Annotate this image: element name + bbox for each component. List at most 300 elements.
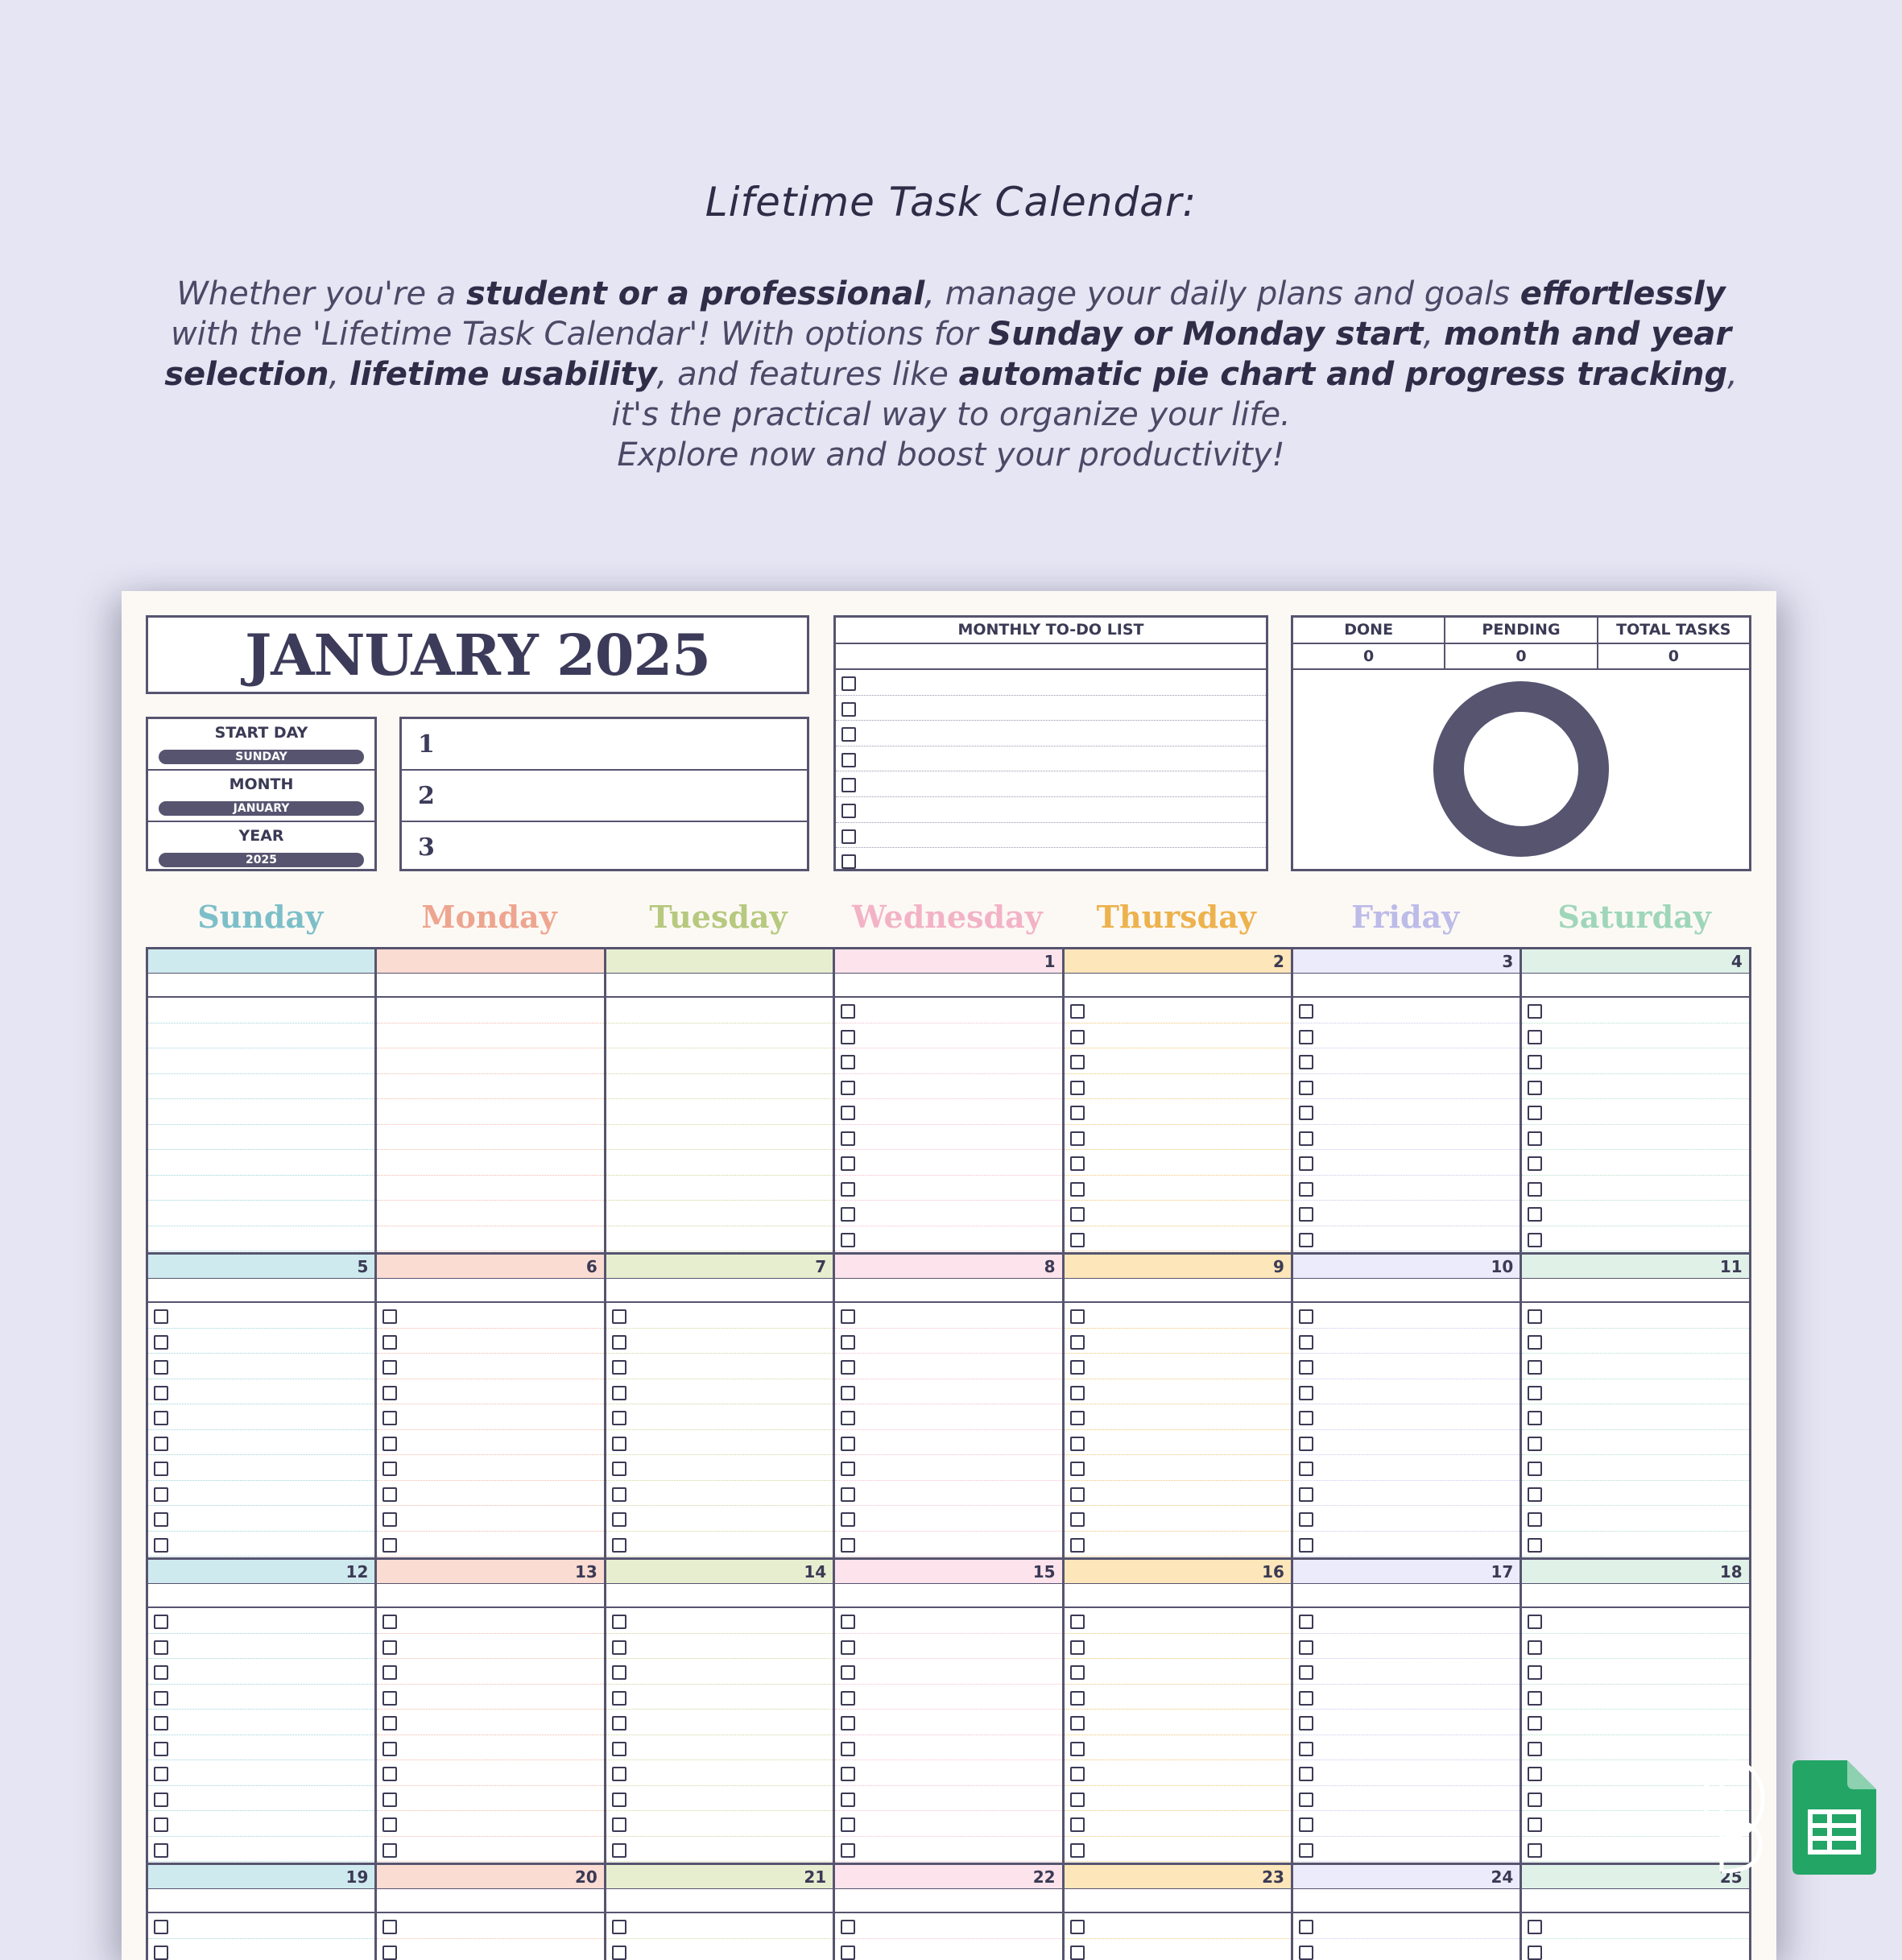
- todo-item[interactable]: [836, 848, 1266, 874]
- checkbox[interactable]: [841, 702, 856, 717]
- task-line[interactable]: [377, 1176, 603, 1201]
- setting-dropdown[interactable]: SUNDAY: [159, 750, 364, 764]
- checkbox[interactable]: [1299, 1106, 1313, 1120]
- checkbox[interactable]: [841, 1309, 855, 1324]
- checkbox[interactable]: [1299, 1538, 1313, 1553]
- task-line[interactable]: [606, 1404, 833, 1430]
- task-line[interactable]: [1065, 1430, 1291, 1456]
- task-line[interactable]: [1065, 1811, 1291, 1837]
- todo-item[interactable]: [836, 721, 1266, 746]
- todo-item[interactable]: [836, 746, 1266, 772]
- task-line[interactable]: [1065, 1837, 1291, 1863]
- task-line[interactable]: [835, 1176, 1061, 1201]
- checkbox[interactable]: [382, 1462, 397, 1476]
- day-cell-17[interactable]: [1293, 1560, 1522, 1865]
- task-line[interactable]: [148, 1710, 374, 1735]
- checkbox[interactable]: [1299, 1309, 1313, 1324]
- task-line[interactable]: [1293, 1634, 1520, 1660]
- task-line[interactable]: [148, 1074, 374, 1100]
- checkbox[interactable]: [1070, 1946, 1085, 1960]
- checkbox[interactable]: [841, 1462, 855, 1476]
- checkbox[interactable]: [1070, 1437, 1085, 1451]
- task-line[interactable]: [377, 1786, 603, 1812]
- task-line[interactable]: [148, 1735, 374, 1761]
- checkbox[interactable]: [1299, 1386, 1313, 1400]
- task-line[interactable]: [835, 1226, 1061, 1252]
- task-line[interactable]: [377, 1506, 603, 1532]
- checkbox[interactable]: [841, 1004, 855, 1019]
- checkbox[interactable]: [1528, 1233, 1542, 1247]
- checkbox[interactable]: [1299, 1615, 1313, 1629]
- task-line[interactable]: [1293, 1786, 1520, 1812]
- task-line[interactable]: [1522, 1379, 1748, 1405]
- day-note-row[interactable]: [148, 1584, 374, 1608]
- day-note-row[interactable]: [1293, 1279, 1520, 1303]
- checkbox[interactable]: [841, 1767, 855, 1781]
- checkbox[interactable]: [841, 1081, 855, 1095]
- day-note-row[interactable]: [148, 974, 374, 998]
- task-line[interactable]: [377, 1354, 603, 1379]
- checkbox[interactable]: [1528, 1182, 1542, 1197]
- task-line[interactable]: [835, 1634, 1061, 1660]
- checkbox[interactable]: [1528, 1691, 1542, 1706]
- task-line[interactable]: [1522, 1176, 1748, 1201]
- checkbox[interactable]: [1070, 1716, 1085, 1731]
- task-line[interactable]: [606, 1659, 833, 1685]
- checkbox[interactable]: [1299, 1665, 1313, 1680]
- day-note-row[interactable]: [1293, 1889, 1520, 1913]
- task-line[interactable]: [1065, 1099, 1291, 1125]
- day-cell-21[interactable]: [606, 1865, 835, 1960]
- task-line[interactable]: [835, 1150, 1061, 1176]
- task-line[interactable]: [377, 1329, 603, 1354]
- task-line[interactable]: [1522, 1455, 1748, 1481]
- day-note-row[interactable]: [835, 1889, 1061, 1913]
- day-cell-9[interactable]: [1065, 1255, 1293, 1560]
- task-line[interactable]: [1522, 1023, 1748, 1049]
- task-line[interactable]: [835, 1354, 1061, 1379]
- checkbox[interactable]: [1528, 1615, 1542, 1629]
- task-line[interactable]: [1522, 1659, 1748, 1685]
- checkbox[interactable]: [1528, 1487, 1542, 1502]
- checkbox[interactable]: [1528, 1640, 1542, 1655]
- checkbox[interactable]: [841, 854, 856, 869]
- day-note-row[interactable]: [1293, 974, 1520, 998]
- task-line[interactable]: [1522, 1532, 1748, 1557]
- day-note-row[interactable]: [1522, 1584, 1748, 1608]
- checkbox[interactable]: [612, 1437, 626, 1451]
- task-line[interactable]: [1065, 1506, 1291, 1532]
- day-note-row[interactable]: [835, 1279, 1061, 1303]
- task-line[interactable]: [1065, 1048, 1291, 1074]
- checkbox[interactable]: [612, 1767, 626, 1781]
- checkbox[interactable]: [841, 1386, 855, 1400]
- checkbox[interactable]: [1070, 1615, 1085, 1629]
- priority-row[interactable]: 2: [402, 771, 807, 822]
- checkbox[interactable]: [154, 1742, 168, 1756]
- checkbox[interactable]: [612, 1538, 626, 1553]
- task-line[interactable]: [606, 1786, 833, 1812]
- checkbox[interactable]: [841, 1538, 855, 1553]
- task-line[interactable]: [1065, 1176, 1291, 1201]
- task-line[interactable]: [1293, 1379, 1520, 1405]
- checkbox[interactable]: [382, 1665, 397, 1680]
- checkbox[interactable]: [382, 1767, 397, 1781]
- checkbox[interactable]: [841, 1512, 855, 1527]
- task-line[interactable]: [835, 1303, 1061, 1329]
- task-line[interactable]: [148, 1455, 374, 1481]
- task-line[interactable]: [1293, 1939, 1520, 1960]
- task-line[interactable]: [377, 1430, 603, 1456]
- setting-dropdown[interactable]: JANUARY: [159, 801, 364, 816]
- day-note-row[interactable]: [377, 1279, 603, 1303]
- checkbox[interactable]: [382, 1946, 397, 1960]
- task-line[interactable]: [835, 1430, 1061, 1456]
- task-line[interactable]: [606, 1532, 833, 1557]
- task-line[interactable]: [148, 1837, 374, 1863]
- day-cell-24[interactable]: [1293, 1865, 1522, 1960]
- checkbox[interactable]: [612, 1716, 626, 1731]
- task-line[interactable]: [1065, 1939, 1291, 1960]
- checkbox[interactable]: [612, 1946, 626, 1960]
- task-line[interactable]: [377, 1201, 603, 1226]
- task-line[interactable]: [1065, 1303, 1291, 1329]
- day-cell-14[interactable]: [606, 1560, 835, 1865]
- task-line[interactable]: [377, 1685, 603, 1710]
- checkbox[interactable]: [1299, 1487, 1313, 1502]
- checkbox[interactable]: [1299, 1691, 1313, 1706]
- task-line[interactable]: [1522, 1634, 1748, 1660]
- task-line[interactable]: [1065, 1125, 1291, 1151]
- task-line[interactable]: [1065, 1226, 1291, 1252]
- checkbox[interactable]: [1070, 1920, 1085, 1934]
- task-line[interactable]: [377, 1455, 603, 1481]
- checkbox[interactable]: [612, 1793, 626, 1807]
- task-line[interactable]: [1293, 1226, 1520, 1252]
- task-line[interactable]: [606, 1354, 833, 1379]
- task-line[interactable]: [377, 1023, 603, 1049]
- checkbox[interactable]: [1070, 1462, 1085, 1476]
- checkbox[interactable]: [1528, 1767, 1542, 1781]
- checkbox[interactable]: [612, 1691, 626, 1706]
- day-cell-12[interactable]: [148, 1560, 377, 1865]
- day-cell-10[interactable]: [1293, 1255, 1522, 1560]
- task-line[interactable]: [1522, 1125, 1748, 1151]
- day-cell-6[interactable]: [377, 1255, 606, 1560]
- task-line[interactable]: [1065, 1913, 1291, 1939]
- task-line[interactable]: [835, 1760, 1061, 1786]
- checkbox[interactable]: [841, 1106, 855, 1120]
- checkbox[interactable]: [1070, 1665, 1085, 1680]
- checkbox[interactable]: [154, 1538, 168, 1553]
- checkbox[interactable]: [1070, 1081, 1085, 1095]
- task-line[interactable]: [1522, 1481, 1748, 1507]
- task-line[interactable]: [606, 1379, 833, 1405]
- task-line[interactable]: [1293, 1710, 1520, 1735]
- checkbox[interactable]: [382, 1716, 397, 1731]
- task-line[interactable]: [377, 1099, 603, 1125]
- checkbox[interactable]: [1528, 1716, 1542, 1731]
- task-line[interactable]: [1293, 1303, 1520, 1329]
- task-line[interactable]: [1293, 1760, 1520, 1786]
- task-line[interactable]: [377, 1710, 603, 1735]
- day-cell-7[interactable]: [606, 1255, 835, 1560]
- task-line[interactable]: [606, 1430, 833, 1456]
- checkbox[interactable]: [1070, 1030, 1085, 1044]
- task-line[interactable]: [1065, 1404, 1291, 1430]
- task-line[interactable]: [148, 1430, 374, 1456]
- task-line[interactable]: [606, 1506, 833, 1532]
- task-line[interactable]: [606, 1074, 833, 1100]
- task-line[interactable]: [1293, 1430, 1520, 1456]
- checkbox[interactable]: [841, 1843, 855, 1858]
- task-line[interactable]: [1293, 1354, 1520, 1379]
- task-line[interactable]: [148, 1685, 374, 1710]
- day-cell-3[interactable]: [1293, 949, 1522, 1255]
- task-line[interactable]: [1522, 1430, 1748, 1456]
- task-line[interactable]: [835, 1048, 1061, 1074]
- task-line[interactable]: [1522, 1608, 1748, 1634]
- task-line[interactable]: [148, 1354, 374, 1379]
- task-line[interactable]: [148, 1939, 374, 1960]
- day-note-row[interactable]: [1522, 1889, 1748, 1913]
- checkbox[interactable]: [1070, 1817, 1085, 1832]
- checkbox[interactable]: [154, 1843, 168, 1858]
- task-line[interactable]: [1293, 1099, 1520, 1125]
- task-line[interactable]: [148, 1634, 374, 1660]
- checkbox[interactable]: [1299, 1081, 1313, 1095]
- checkbox[interactable]: [154, 1335, 168, 1350]
- task-line[interactable]: [377, 1811, 603, 1837]
- task-line[interactable]: [606, 1455, 833, 1481]
- checkbox[interactable]: [1070, 1793, 1085, 1807]
- day-note-row[interactable]: [1522, 1279, 1748, 1303]
- task-line[interactable]: [606, 1710, 833, 1735]
- day-cell-15[interactable]: [835, 1560, 1064, 1865]
- task-line[interactable]: [835, 1506, 1061, 1532]
- checkbox[interactable]: [1528, 1335, 1542, 1350]
- checkbox[interactable]: [841, 1487, 855, 1502]
- todo-blank-row[interactable]: [836, 644, 1266, 670]
- priority-row[interactable]: 1: [402, 719, 807, 771]
- task-line[interactable]: [148, 1023, 374, 1049]
- task-line[interactable]: [606, 1099, 833, 1125]
- checkbox[interactable]: [612, 1843, 626, 1858]
- checkbox[interactable]: [154, 1793, 168, 1807]
- day-note-row[interactable]: [835, 1584, 1061, 1608]
- task-line[interactable]: [606, 1201, 833, 1226]
- setting-dropdown[interactable]: 2025: [159, 853, 364, 867]
- day-note-row[interactable]: [377, 1584, 603, 1608]
- day-note-row[interactable]: [1065, 974, 1291, 998]
- checkbox[interactable]: [612, 1640, 626, 1655]
- task-line[interactable]: [1293, 1913, 1520, 1939]
- day-note-row[interactable]: [148, 1279, 374, 1303]
- checkbox[interactable]: [154, 1817, 168, 1832]
- task-line[interactable]: [148, 1329, 374, 1354]
- task-line[interactable]: [835, 1023, 1061, 1049]
- task-line[interactable]: [148, 1913, 374, 1939]
- checkbox[interactable]: [1528, 1411, 1542, 1425]
- checkbox[interactable]: [154, 1615, 168, 1629]
- checkbox[interactable]: [841, 676, 856, 691]
- day-cell-empty[interactable]: [148, 949, 377, 1255]
- task-line[interactable]: [1293, 1048, 1520, 1074]
- checkbox[interactable]: [382, 1309, 397, 1324]
- checkbox[interactable]: [1528, 1156, 1542, 1171]
- checkbox[interactable]: [1299, 1055, 1313, 1069]
- checkbox[interactable]: [1299, 1131, 1313, 1146]
- task-line[interactable]: [1522, 1354, 1748, 1379]
- checkbox[interactable]: [1528, 1742, 1542, 1756]
- task-line[interactable]: [1293, 998, 1520, 1023]
- checkbox[interactable]: [841, 1817, 855, 1832]
- task-line[interactable]: [606, 1226, 833, 1252]
- task-line[interactable]: [606, 1150, 833, 1176]
- task-line[interactable]: [1065, 1760, 1291, 1786]
- task-line[interactable]: [1065, 1379, 1291, 1405]
- checkbox[interactable]: [612, 1817, 626, 1832]
- checkbox[interactable]: [1070, 1156, 1085, 1171]
- task-line[interactable]: [1522, 1074, 1748, 1100]
- day-cell-11[interactable]: [1522, 1255, 1751, 1560]
- checkbox[interactable]: [1070, 1411, 1085, 1425]
- checkbox[interactable]: [612, 1411, 626, 1425]
- task-line[interactable]: [148, 1048, 374, 1074]
- checkbox[interactable]: [841, 1716, 855, 1731]
- checkbox[interactable]: [1070, 1512, 1085, 1527]
- task-line[interactable]: [1293, 1685, 1520, 1710]
- checkbox[interactable]: [154, 1487, 168, 1502]
- task-line[interactable]: [606, 1048, 833, 1074]
- checkbox[interactable]: [154, 1437, 168, 1451]
- task-line[interactable]: [377, 1913, 603, 1939]
- checkbox[interactable]: [612, 1386, 626, 1400]
- checkbox[interactable]: [382, 1512, 397, 1527]
- task-line[interactable]: [1065, 1481, 1291, 1507]
- task-line[interactable]: [148, 1404, 374, 1430]
- todo-item[interactable]: [836, 823, 1266, 849]
- task-line[interactable]: [377, 1837, 603, 1863]
- checkbox[interactable]: [1528, 1665, 1542, 1680]
- task-line[interactable]: [606, 1939, 833, 1960]
- checkbox[interactable]: [382, 1538, 397, 1553]
- task-line[interactable]: [1293, 1811, 1520, 1837]
- checkbox[interactable]: [1070, 1309, 1085, 1324]
- task-line[interactable]: [377, 1532, 603, 1557]
- checkbox[interactable]: [1528, 1512, 1542, 1527]
- day-cell-25[interactable]: [1522, 1865, 1751, 1960]
- task-line[interactable]: [148, 1760, 374, 1786]
- checkbox[interactable]: [612, 1360, 626, 1375]
- task-line[interactable]: [606, 1125, 833, 1151]
- task-line[interactable]: [606, 1913, 833, 1939]
- checkbox[interactable]: [841, 1055, 855, 1069]
- day-cell-5[interactable]: [148, 1255, 377, 1560]
- checkbox[interactable]: [841, 1920, 855, 1934]
- day-note-row[interactable]: [1522, 974, 1748, 998]
- checkbox[interactable]: [1299, 1030, 1313, 1044]
- task-line[interactable]: [377, 1608, 603, 1634]
- task-line[interactable]: [1522, 1150, 1748, 1176]
- task-line[interactable]: [1065, 1786, 1291, 1812]
- day-note-row[interactable]: [1065, 1584, 1291, 1608]
- checkbox[interactable]: [1528, 1920, 1542, 1934]
- checkbox[interactable]: [154, 1946, 168, 1960]
- checkbox[interactable]: [1070, 1487, 1085, 1502]
- day-cell-22[interactable]: [835, 1865, 1064, 1960]
- task-line[interactable]: [1522, 1913, 1748, 1939]
- checkbox[interactable]: [841, 804, 856, 818]
- checkbox[interactable]: [841, 1233, 855, 1247]
- checkbox[interactable]: [154, 1767, 168, 1781]
- task-line[interactable]: [606, 1176, 833, 1201]
- task-line[interactable]: [835, 1481, 1061, 1507]
- task-line[interactable]: [148, 1125, 374, 1151]
- checkbox[interactable]: [1299, 1462, 1313, 1476]
- day-cell-empty[interactable]: [606, 949, 835, 1255]
- checkbox[interactable]: [382, 1411, 397, 1425]
- checkbox[interactable]: [841, 778, 856, 792]
- task-line[interactable]: [1065, 1201, 1291, 1226]
- task-line[interactable]: [377, 1379, 603, 1405]
- task-line[interactable]: [1293, 1125, 1520, 1151]
- task-line[interactable]: [1065, 1150, 1291, 1176]
- task-line[interactable]: [1065, 1710, 1291, 1735]
- task-line[interactable]: [1293, 1176, 1520, 1201]
- checkbox[interactable]: [154, 1716, 168, 1731]
- task-line[interactable]: [1065, 1532, 1291, 1557]
- task-line[interactable]: [835, 1608, 1061, 1634]
- checkbox[interactable]: [1299, 1946, 1313, 1960]
- checkbox[interactable]: [382, 1386, 397, 1400]
- checkbox[interactable]: [1528, 1946, 1542, 1960]
- checkbox[interactable]: [1299, 1233, 1313, 1247]
- checkbox[interactable]: [382, 1742, 397, 1756]
- checkbox[interactable]: [1070, 1360, 1085, 1375]
- task-line[interactable]: [1293, 1532, 1520, 1557]
- task-line[interactable]: [1293, 1735, 1520, 1761]
- checkbox[interactable]: [841, 727, 856, 742]
- task-line[interactable]: [148, 1226, 374, 1252]
- checkbox[interactable]: [841, 1615, 855, 1629]
- task-line[interactable]: [1065, 1023, 1291, 1049]
- task-line[interactable]: [148, 1659, 374, 1685]
- checkbox[interactable]: [1070, 1233, 1085, 1247]
- checkbox[interactable]: [612, 1920, 626, 1934]
- checkbox[interactable]: [1070, 1335, 1085, 1350]
- todo-item[interactable]: [836, 797, 1266, 823]
- checkbox[interactable]: [612, 1335, 626, 1350]
- day-cell-4[interactable]: [1522, 949, 1751, 1255]
- checkbox[interactable]: [1299, 1335, 1313, 1350]
- task-line[interactable]: [148, 1532, 374, 1557]
- task-line[interactable]: [148, 1176, 374, 1201]
- day-note-row[interactable]: [606, 1279, 833, 1303]
- checkbox[interactable]: [1528, 1843, 1542, 1858]
- checkbox[interactable]: [154, 1462, 168, 1476]
- checkbox[interactable]: [841, 1411, 855, 1425]
- checkbox[interactable]: [841, 1156, 855, 1171]
- checkbox[interactable]: [1299, 1207, 1313, 1222]
- task-line[interactable]: [1522, 1099, 1748, 1125]
- checkbox[interactable]: [1070, 1538, 1085, 1553]
- task-line[interactable]: [377, 1125, 603, 1151]
- task-line[interactable]: [377, 1659, 603, 1685]
- checkbox[interactable]: [1299, 1843, 1313, 1858]
- task-line[interactable]: [1522, 1404, 1748, 1430]
- checkbox[interactable]: [1070, 1004, 1085, 1019]
